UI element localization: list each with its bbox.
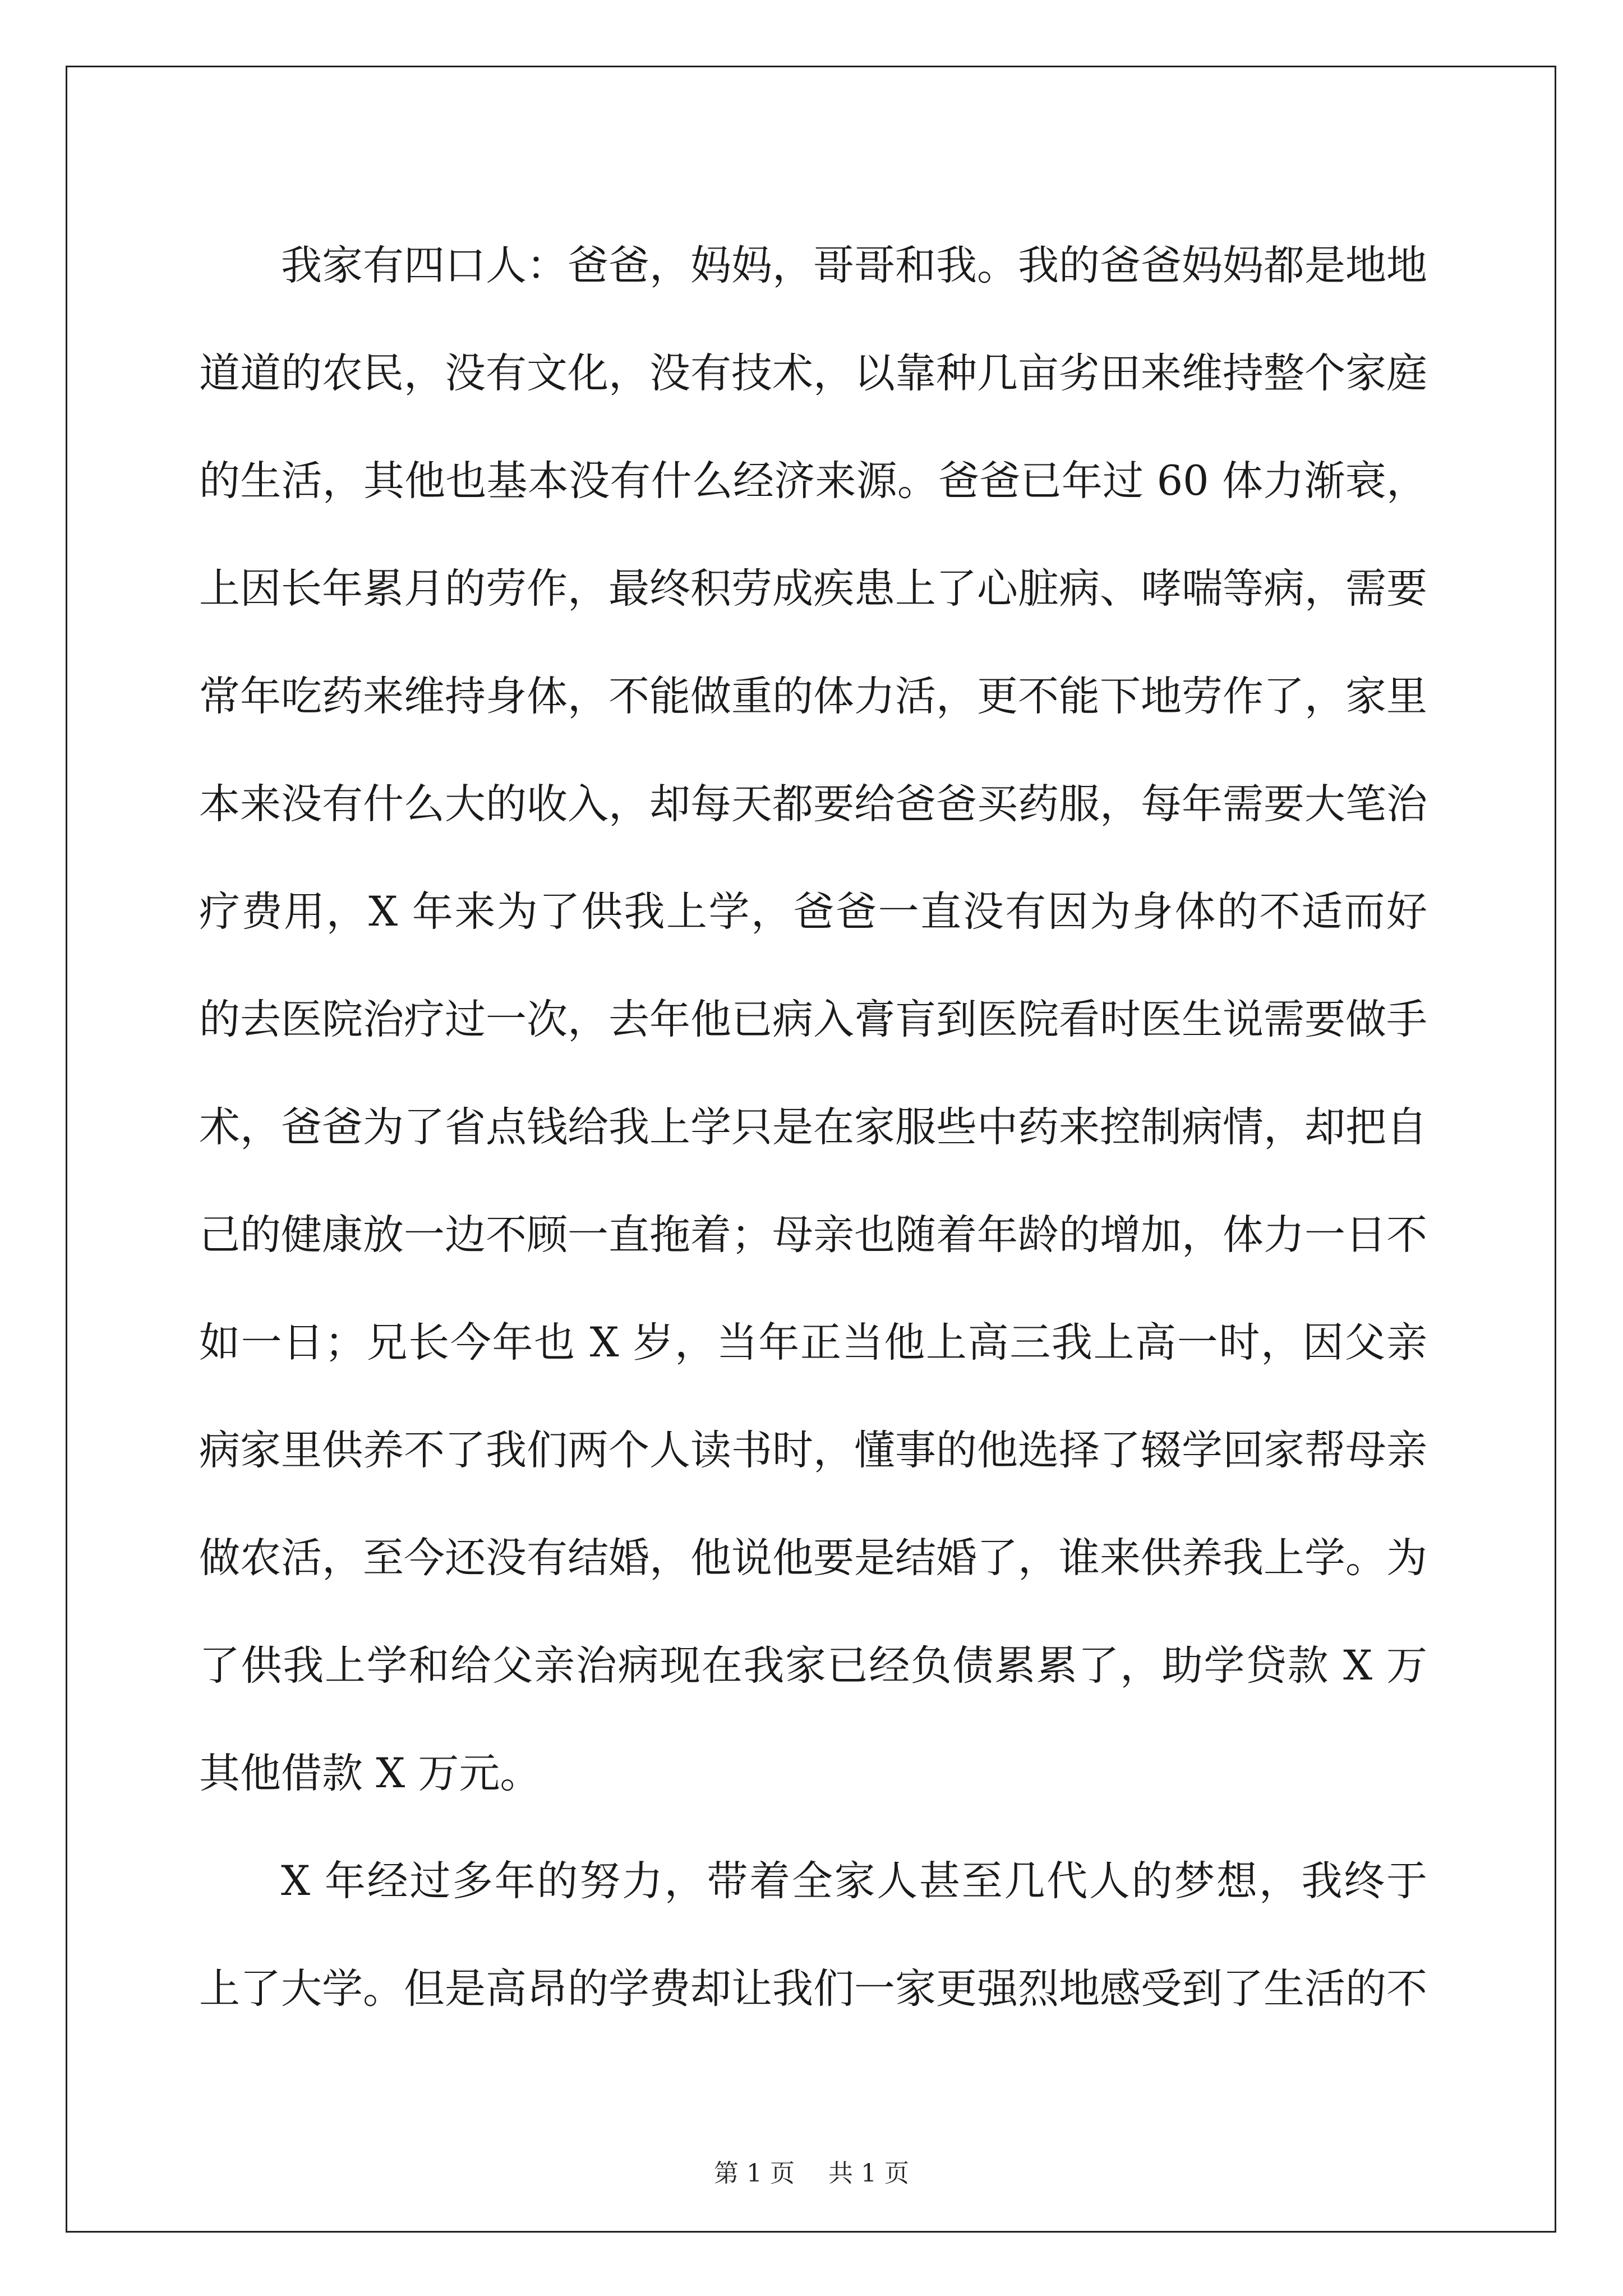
text-line: 道道的农民，没有文化，没有技术，以靠种几亩劣田来维持整个家庭 <box>199 349 1427 397</box>
text-line: 术，爸爸为了省点钱给我上学只是在家服些中药来控制病情，却把自 <box>199 1103 1427 1151</box>
paragraph-2 <box>199 1828 1427 2043</box>
page-footer <box>0 2153 1623 2189</box>
text-line: X 年经过多年的努力，带着全家人甚至几代人的梦想，我终于 <box>281 1857 1427 1905</box>
text-line: 上因长年累月的劳作，最终积劳成疾患上了心脏病、哮喘等病，需要 <box>199 565 1427 613</box>
text-line: 如一日；兄长今年也 X 岁，当年正当他上高三我上高一时，因父亲 <box>199 1319 1427 1366</box>
text-line: 做农活，至今还没有结婚，他说他要是结婚了，谁来供养我上学。为 <box>199 1534 1427 1582</box>
text-line: 本来没有什么大的收入，却每天都要给爸爸买药服，每年需要大笔治 <box>199 780 1427 828</box>
text-line: 常年吃药来维持身体，不能做重的体力活，更不能下地劳作了，家里 <box>199 673 1427 720</box>
text-line: 上了大学。但是高昂的学费却让我们一家更强烈地感受到了生活的不 <box>199 1965 1427 2013</box>
paragraph-1 <box>199 212 1427 1828</box>
text-line: 己的健康放一边不顾一直拖着；母亲也随着年龄的增加，体力一日不 <box>199 1211 1427 1259</box>
text-line: 我家有四口人：爸爸，妈妈，哥哥和我。我的爸爸妈妈都是地地 <box>281 242 1427 289</box>
text-line: 病家里供养不了我们两个人读书时，懂事的他选择了辍学回家帮母亲 <box>199 1427 1427 1474</box>
text-line: 了供我上学和给父亲治病现在我家已经负债累累了，助学贷款 X 万 <box>199 1642 1427 1690</box>
text-line: 其他借款 X 万元。 <box>199 1750 541 1797</box>
document-body <box>199 212 1427 2043</box>
text-line: 的生活，其他也基本没有什么经济来源。爸爸已年过 60 体力渐衰， <box>199 457 1427 505</box>
text-line: 的去医院治疗过一次，去年他已病入膏肓到医院看时医生说需要做手 <box>199 996 1427 1043</box>
page-total: 共 1 页 <box>828 2159 909 2188</box>
text-line: 疗费用，X 年来为了供我上学，爸爸一直没有因为身体的不适而好 <box>199 888 1427 936</box>
page-number: 第 1 页 <box>714 2159 795 2188</box>
